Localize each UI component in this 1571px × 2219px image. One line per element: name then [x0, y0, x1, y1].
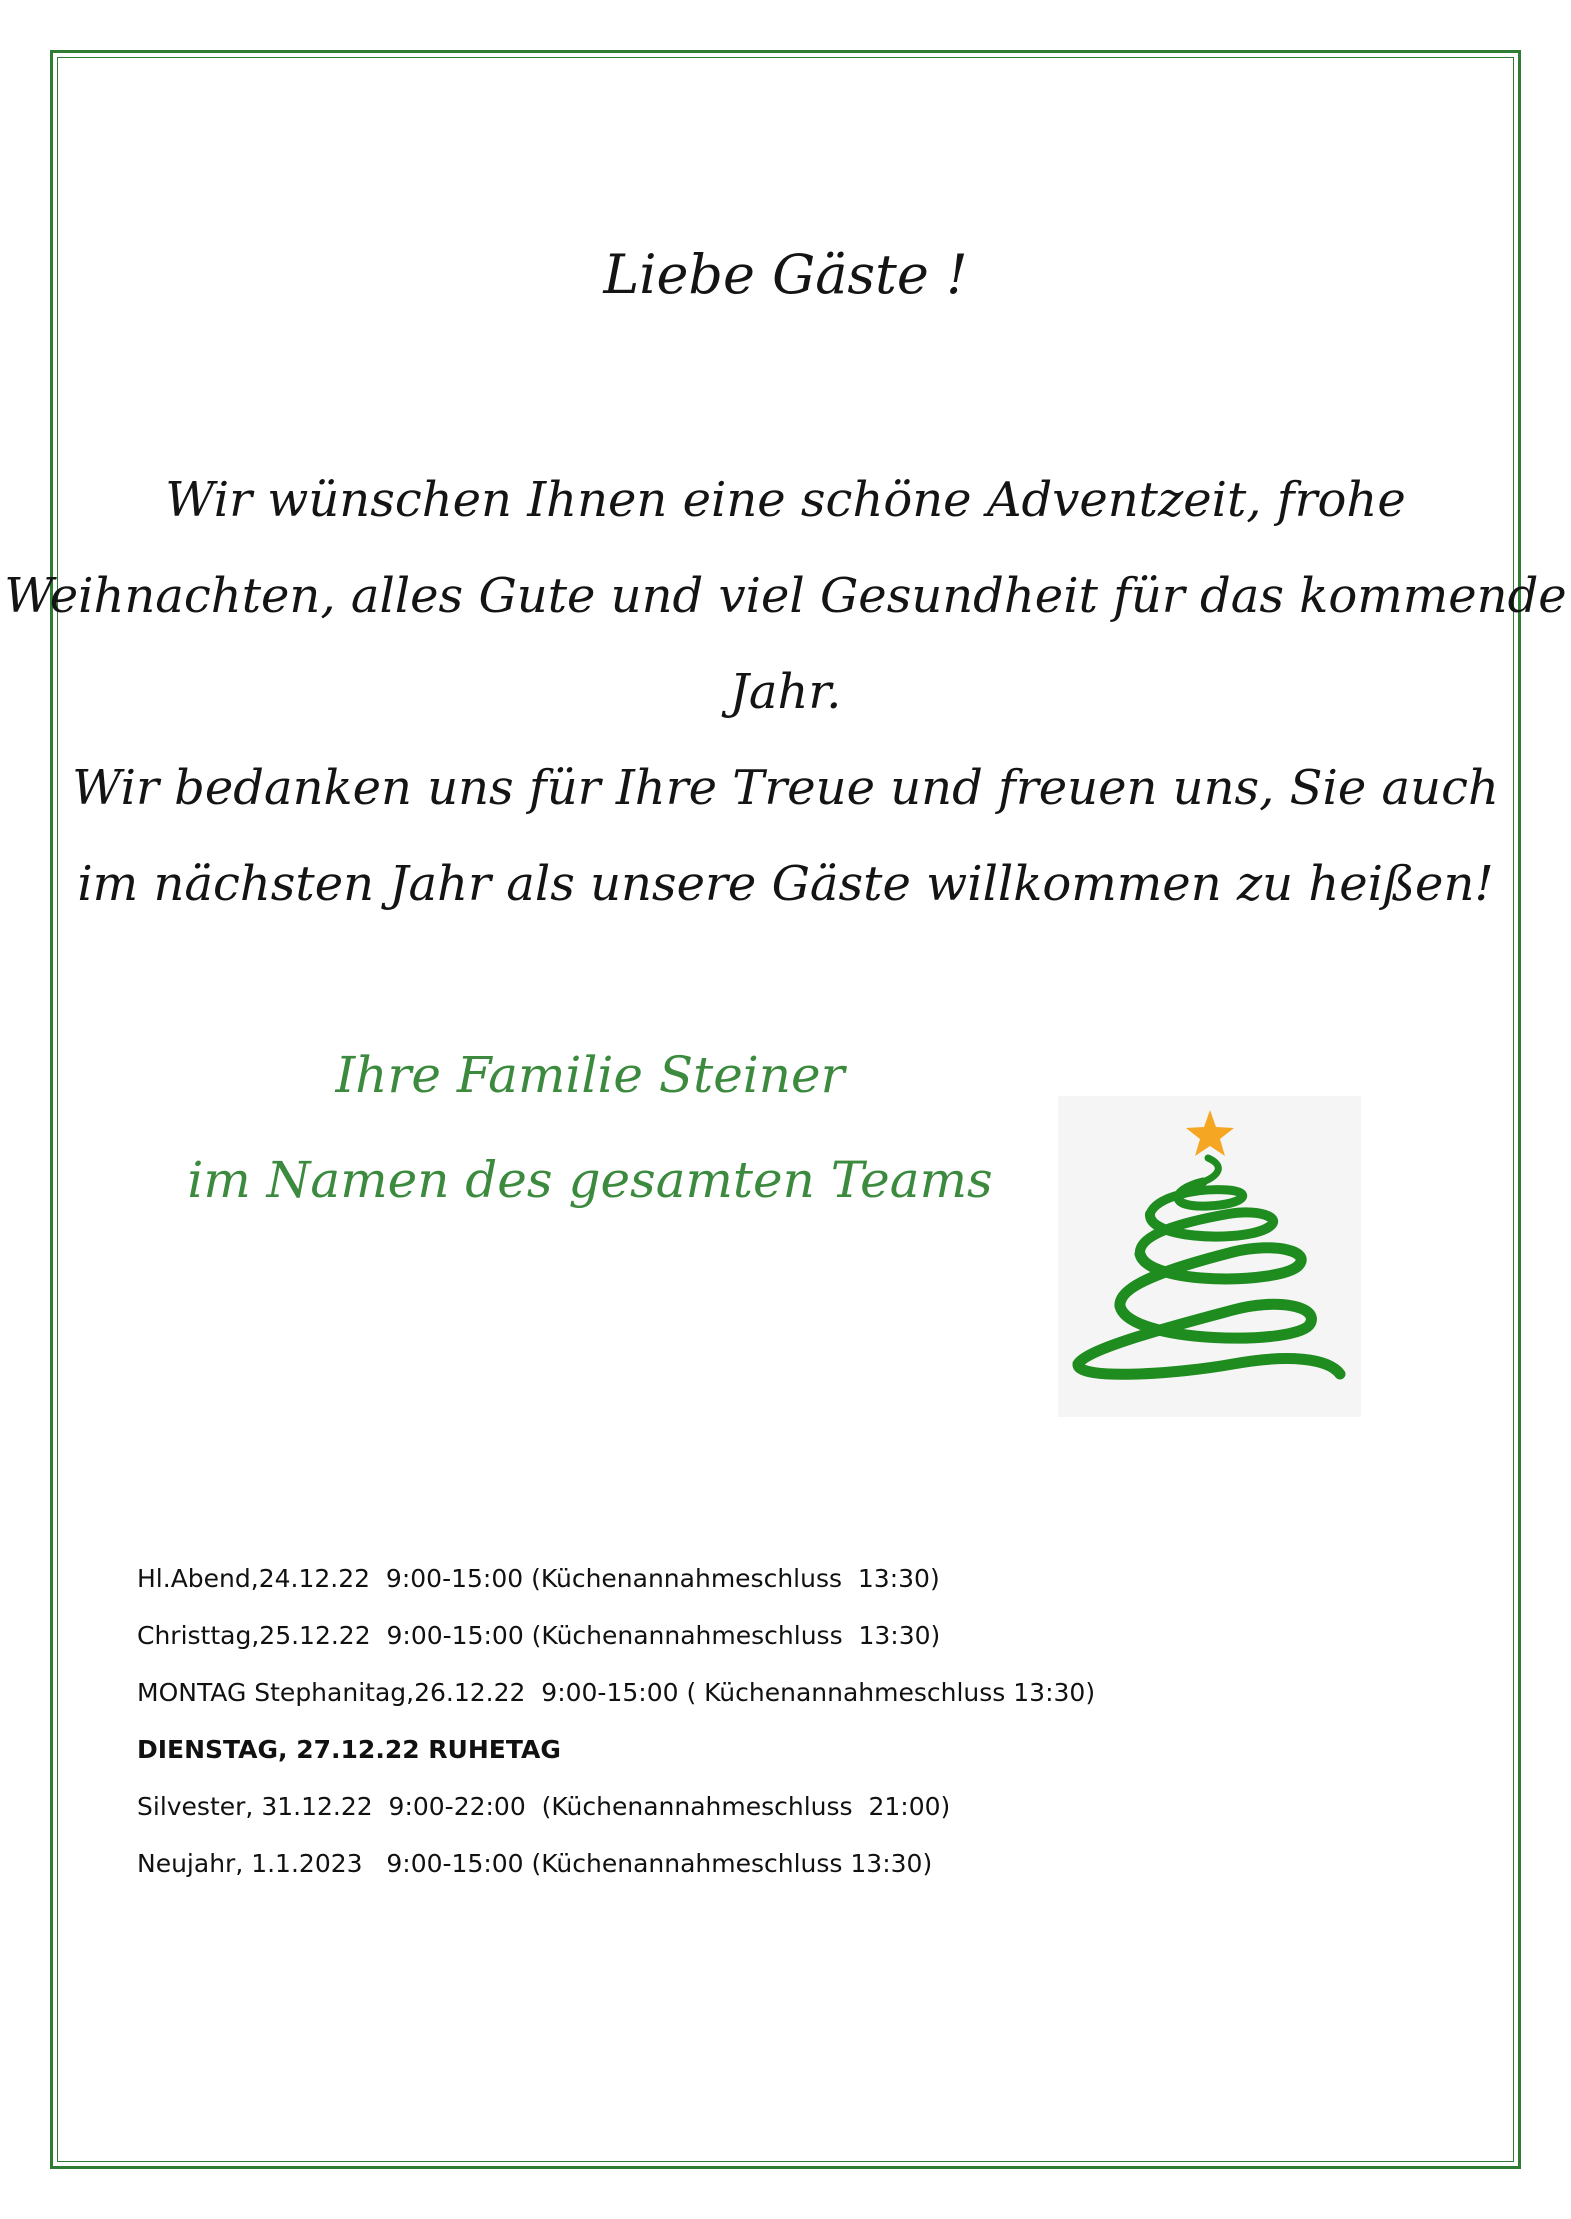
- opening-hours-row: Silvester, 31.12.22 9:00-22:00 (Küchenannahmeschluss 21:00): [137, 1792, 951, 1821]
- signature-team: im Namen des gesamten Teams: [187, 1151, 993, 1209]
- greeting-message: [0, 452, 1571, 932]
- greeting-heading: Liebe Gäste !: [603, 243, 968, 306]
- opening-hours-row: Hl.Abend,24.12.22 9:00-15:00 (Küchenannahmeschluss 13:30): [137, 1564, 940, 1593]
- star-icon: [1186, 1110, 1234, 1156]
- christmas-tree-ribbon-icon: [1058, 1096, 1361, 1417]
- opening-hours-list: [137, 1558, 1437, 1900]
- message-line: im nächsten Jahr als unsere Gäste willkommen zu heißen!: [77, 856, 1494, 912]
- message-line: Weihnachten, alles Gute und viel Gesundheit für das kommende: [4, 568, 1567, 624]
- opening-hours-row-closed: DIENSTAG, 27.12.22 RUHETAG: [137, 1735, 561, 1764]
- signature-family: Ihre Familie Steiner: [335, 1046, 845, 1104]
- message-line: Wir wünschen Ihnen eine schöne Adventzeit, frohe: [165, 472, 1406, 528]
- message-line: Jahr.: [729, 664, 842, 720]
- opening-hours-row: Christtag,25.12.22 9:00-15:00 (Küchenannahmeschluss 13:30): [137, 1621, 941, 1650]
- ribbon-coil-3: [1120, 1248, 1301, 1306]
- opening-hours-row: Neujahr, 1.1.2023 9:00-15:00 (Küchenannahmeschluss 13:30): [137, 1849, 933, 1878]
- christmas-tree-image: [1058, 1096, 1361, 1417]
- message-line: Wir bedanken uns für Ihre Treue und freuen uns, Sie auch: [72, 760, 1499, 816]
- ribbon-coil-4: [1078, 1304, 1340, 1374]
- opening-hours-row: MONTAG Stephanitag,26.12.22 9:00-15:00 ( Küchenannahmeschluss 13:30): [137, 1678, 1096, 1707]
